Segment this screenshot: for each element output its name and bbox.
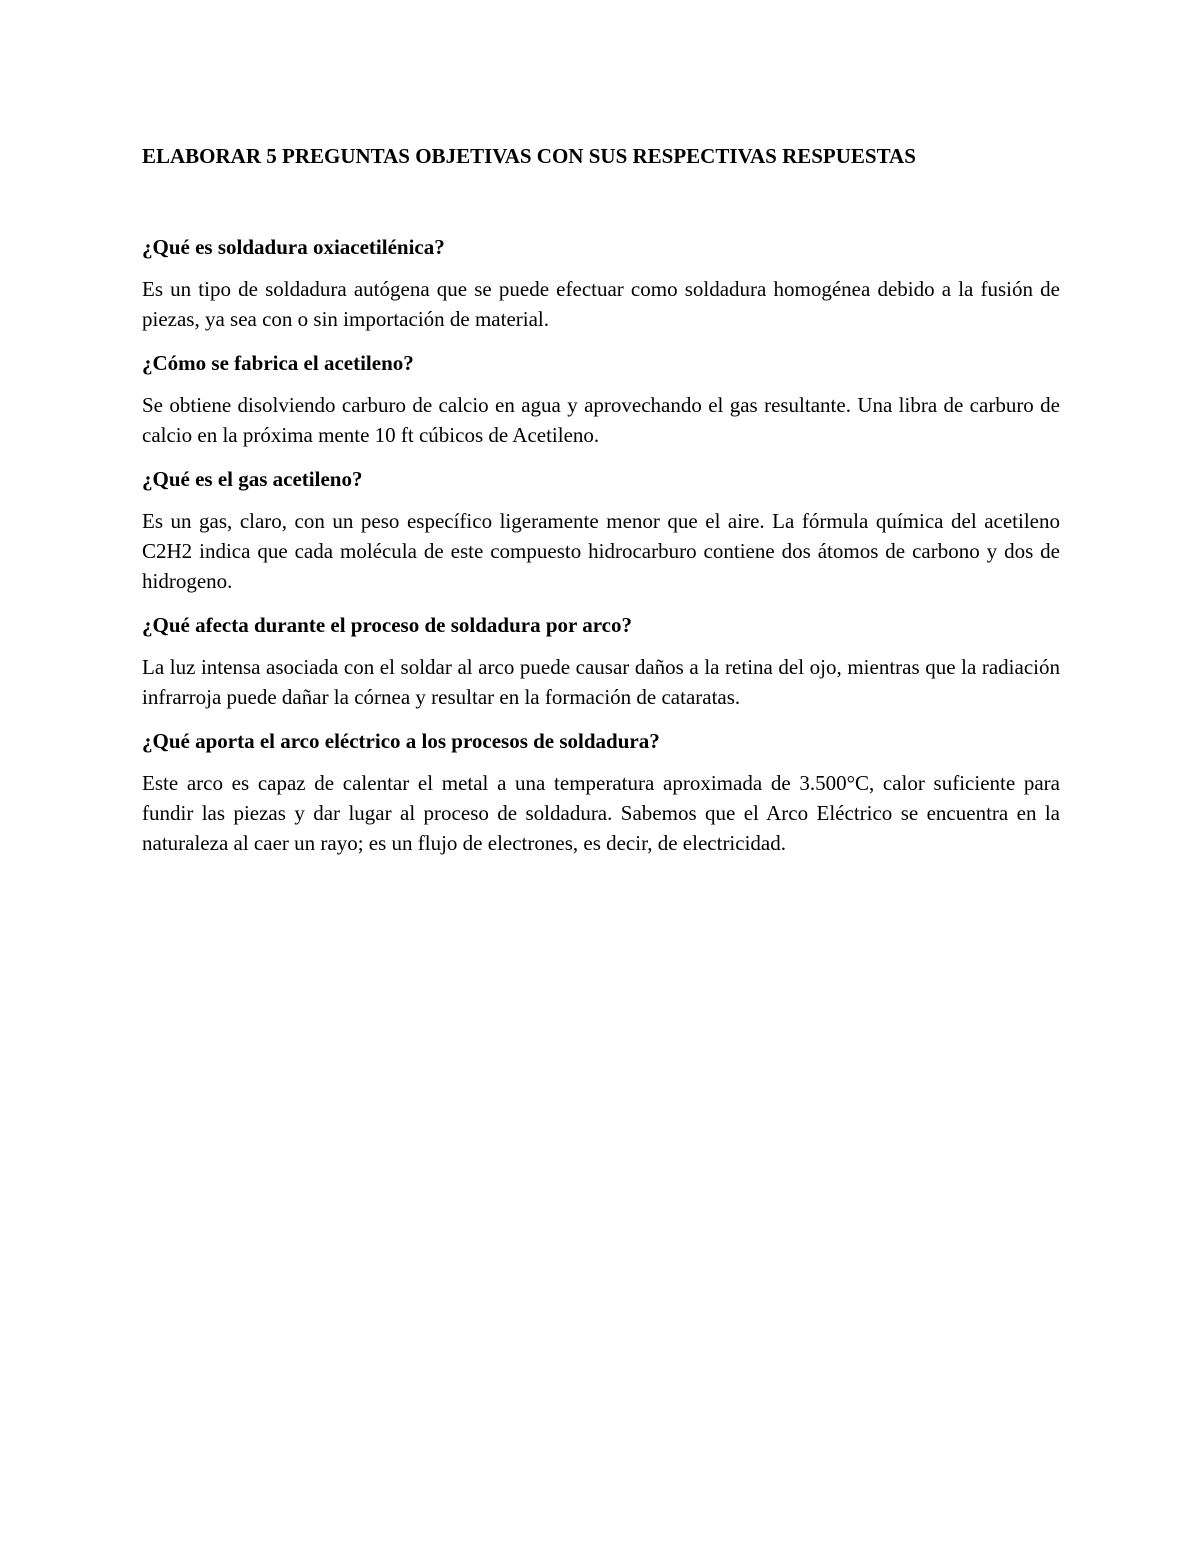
- answer-1: Es un tipo de soldadura autógena que se puede efectuar como soldadura homogénea debido a la fusión de piezas, ya sea con o sin importación de material.: [142, 277, 1060, 331]
- qa-item-3: [142, 464, 1060, 596]
- answer-3: Es un gas, claro, con un peso específico ligeramente menor que el aire. La fórmula química del acetileno C2H2 indica que cada molécula de este compuesto hidrocarburo contiene dos átomos de carbono y dos de hidrogeno.: [142, 509, 1060, 593]
- question-2: ¿Cómo se fabrica el acetileno?: [142, 351, 414, 375]
- qa-item-1: [142, 232, 1060, 334]
- qa-item-5: [142, 726, 1060, 858]
- question-4: ¿Qué afecta durante el proceso de soldadura por arco?: [142, 613, 632, 637]
- document-title: ELABORAR 5 PREGUNTAS OBJETIVAS CON SUS RESPECTIVAS RESPUESTAS: [142, 144, 916, 168]
- answer-2: Se obtiene disolviendo carburo de calcio en agua y aprovechando el gas resultante. Una libra de carburo de calcio en la próxima mente 10 ft cúbicos de Acetileno.: [142, 393, 1060, 447]
- qa-item-2: [142, 348, 1060, 450]
- question-1: ¿Qué es soldadura oxiacetilénica?: [142, 235, 445, 259]
- qa-item-4: [142, 610, 1060, 712]
- question-5: ¿Qué aporta el arco eléctrico a los procesos de soldadura?: [142, 729, 660, 753]
- document-page: [142, 140, 1060, 872]
- answer-4: La luz intensa asociada con el soldar al arco puede causar daños a la retina del ojo, mientras que la radiación infrarroja puede dañar la córnea y resultar en la formación de cataratas.: [142, 655, 1060, 709]
- answer-5: Este arco es capaz de calentar el metal a una temperatura aproximada de 3.500°C, calor suficiente para fundir las piezas y dar lugar al proceso de soldadura. Sabemos que el Arco Eléctrico se encuentra en la naturaleza al caer un rayo; es un flujo de electrones, es decir, de electricidad.: [142, 771, 1060, 855]
- question-3: ¿Qué es el gas acetileno?: [142, 467, 363, 491]
